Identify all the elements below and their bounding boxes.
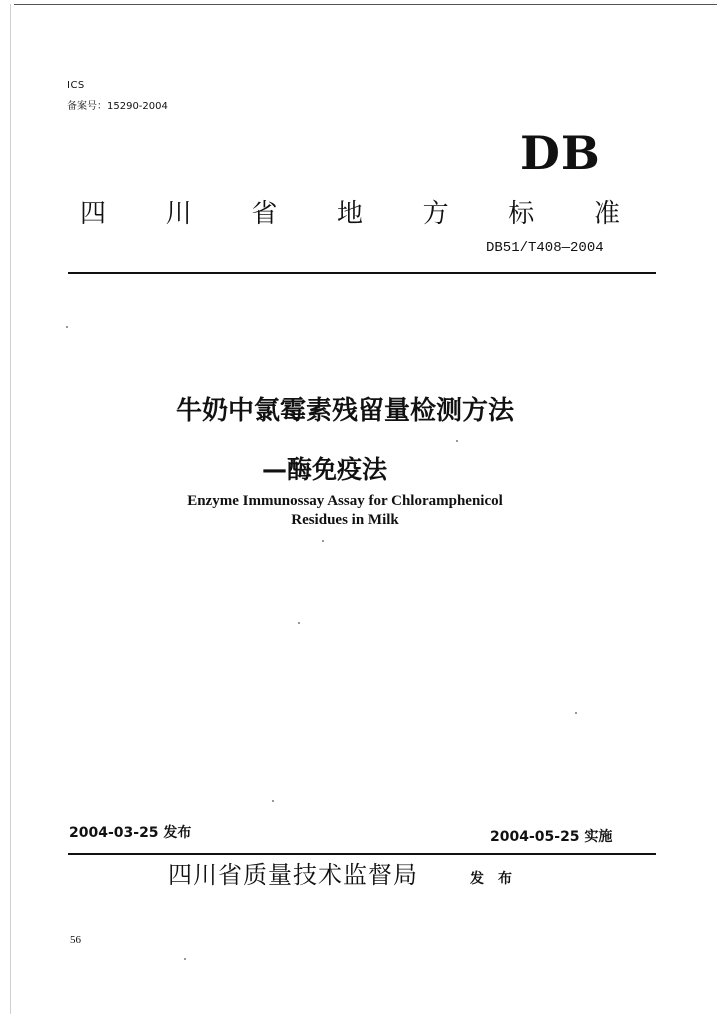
english-title: [0, 492, 690, 530]
ics-label: ICS: [67, 80, 85, 91]
db-logo: DB: [520, 126, 601, 180]
record-number: 备案号：15290-2004: [67, 101, 168, 112]
scan-speck: [322, 540, 324, 542]
scan-speck: [575, 712, 577, 714]
scan-speck: [184, 958, 186, 960]
scan-speck: [298, 622, 300, 624]
document-subtitle: —酶免疫法: [262, 455, 388, 484]
standard-type-char: 四: [80, 199, 107, 229]
standard-type: [80, 193, 620, 230]
standard-number: DB51/T408—2004: [486, 240, 604, 256]
english-title-line-1: Enzyme Immunossay Assay for Chloramphenicol: [187, 493, 503, 509]
scan-speck: [456, 440, 458, 442]
publish-date: 2004-03-25 发布: [69, 825, 192, 841]
standard-type-char: 省: [251, 199, 278, 229]
standard-type-char: 地: [336, 199, 363, 229]
header-divider: [68, 272, 656, 274]
issuing-authority: 四川省质量技术监督局: [168, 861, 418, 889]
standard-type-char: 准: [593, 199, 620, 229]
standard-type-char: 川: [165, 199, 192, 229]
issue-label: 发布: [470, 871, 526, 887]
document-title: 牛奶中氯霉素残留量检测方法: [175, 396, 514, 426]
english-title-line-2: Residues in Milk: [291, 512, 399, 528]
implement-date: 2004-05-25 实施: [490, 829, 613, 845]
page-number: 56: [70, 934, 81, 946]
scan-speck: [272, 800, 274, 802]
standard-type-char: 方: [422, 199, 449, 229]
standard-type-char: 标: [508, 199, 535, 229]
scan-speck: [66, 326, 68, 328]
top-border-line: [14, 4, 717, 5]
